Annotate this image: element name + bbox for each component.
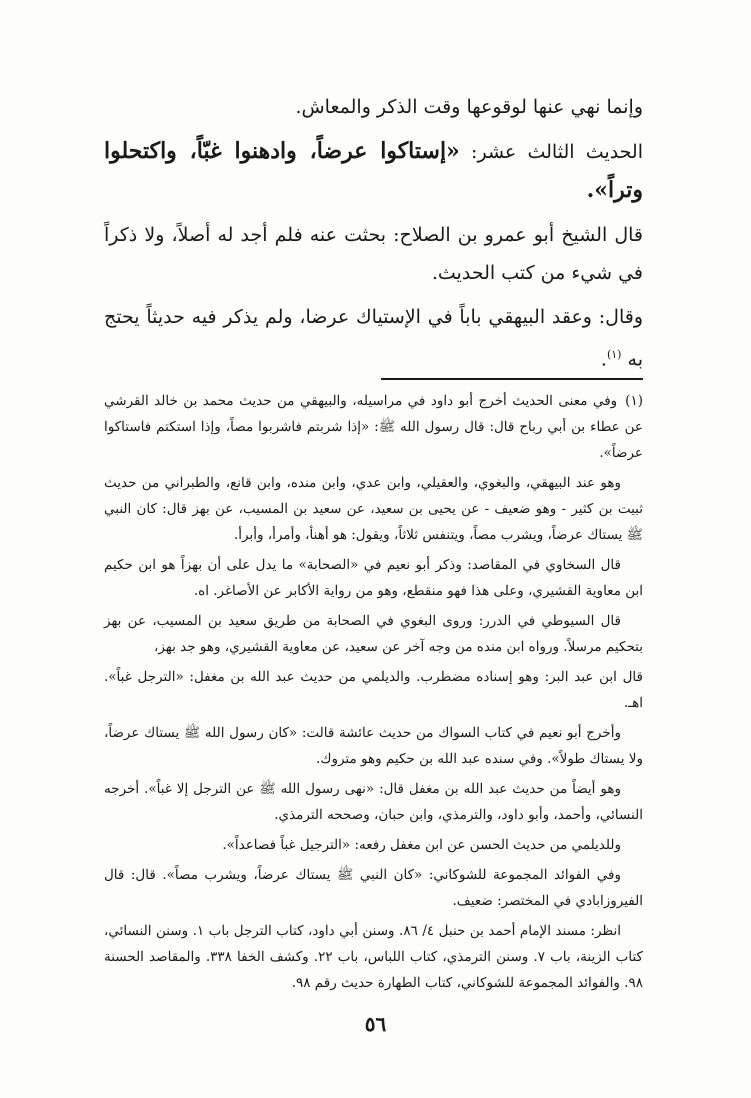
footnote-paragraph-6: وأخرج أبو نعيم في كتاب السواك من حديث عائشة قالت: «كان رسول الله ﷺ يستاك عرضاً، ولا يستاك طولاً». وفي سنده عبد الله بن حكيم وهو متروك.	[104, 725, 643, 767]
footnotes	[104, 388, 643, 1000]
footnote-number: (١)	[625, 393, 643, 409]
footnote-marker[interactable]: (١)	[606, 348, 622, 361]
paragraph-bayhaqi	[104, 298, 643, 378]
hadith-text: «إستاكوا عرضاً، وادهنوا غبّاً، واكتحلوا وتراً».	[104, 138, 643, 203]
paragraph-ibn-salah: قال الشيخ أبو عمرو بن الصلاح: بحثت عنه فلم أجد له أصلاً، ولا ذكراً في شيء من كتب الحديث.	[104, 224, 643, 284]
hadith-intro: الحديث الثالث عشر:	[459, 141, 644, 163]
footnote-paragraph-9: وفي الفوائد المجموعة للشوكاني: «كان النبي ﷺ يستاك عرضاً، ويشرب مصاً». قال: قال الفيروزابادي في المختصر: ضعيف.	[104, 867, 643, 909]
footnote-paragraph-1	[104, 388, 643, 466]
footnote-paragraph-5: قال ابن عبد البر: وهو إسناده مضطرب. والديلمي من حديث عبد الله بن مغفل: «الترجل غباً». اهـ.	[104, 669, 643, 711]
footnote-paragraph-10: انظر: مسند الإمام أحمد بن حنبل ٤/ ٨٦. وسنن أبي داود، كتاب الترجل باب ١. وسنن النسائي، كتاب الزينة، باب ٧. وسنن الترمذي، كتاب اللباس، باب ٢٢. وكشف الخفا ٣٣٨. والمقاصد الحسنة ٩٨. والفوائد المجموعة للشوكاني، كتاب الطهارة حديث رقم ٩٨.	[104, 923, 643, 991]
footnote-paragraph-3: قال السخاوي في المقاصد: وذكر أبو نعيم في «الصحابة» ما يدل على أن بهزاً هو ابن حكيم ابن معاوية القشيري، وعلى هذا فهو منقطع، وهو من رواية الأكابر عن الأصاغر. اه.	[104, 557, 643, 599]
footnote-divider	[381, 378, 643, 380]
footnote-paragraph-4: قال السيوطي في الدرر: وروى البغوي في الصحابة من طريق سعيد بن المسيب، عن بهز بتحكيم مرسلاً. ورواه ابن منده من وجه آخر عن سعيد، عن معاوية القشيري، وهو جد بهز،	[104, 613, 643, 655]
footnote-paragraph-2: وهو عند البيهقي، والبغوي، والعقيلي، وابن عدي، وابن منده، وابن قانع، والطبراني من حديث ثبيت بن كثير - وهو ضعيف - عن يحيى بن سعيد، عن سعيد بن المسيب، عن بهز قال: كان النبي ﷺ يستاك عرضاً، ويشرب مصاً، ويتنفس ثلاثاً، ويقول: هو أهنأ، وأمرأ، وأبرأ.	[104, 475, 643, 543]
main-text	[104, 88, 643, 378]
footnote-paragraph-7: وهو أيضاً من حديث عبد الله بن مغفل قال: «نهى رسول الله ﷺ عن الترجل إلا غباً». أخرجه النسائي، وأحمد، وأبو داود، والترمذي، وابن حبان، وصححه الترمذي.	[104, 781, 643, 823]
line-1: وإنما نهي عنها لوقوعها وقت الذكر والمعاش.	[295, 96, 643, 118]
paragraph-bayhaqi-text: وقال: وعقد البيهقي باباً في الإستياك عرضا، ولم يذكر فيه حديثاً يحتج به	[104, 306, 643, 371]
page-number: ٥٦	[364, 1012, 387, 1036]
paragraph-end-dot: .	[600, 348, 607, 371]
footnote-p1-text: وفي معنى الحديث أخرج أبو داود في مراسيله، والبيهقي من حديث محمد بن خالد القرشي عن عطاء بن أبي رباح قال: قال رسول الله ﷺ: «إذا شربتم فاشربوا مصاً، وإذا استكتم فاستاكوا عرضاً».	[104, 393, 643, 461]
footnote-paragraph-8: وللديلمي من حديث الحسن عن ابن مغفل رفعه: «الترجيل غباً فصاعداً».	[222, 837, 621, 853]
hadith-paragraph	[104, 132, 643, 210]
